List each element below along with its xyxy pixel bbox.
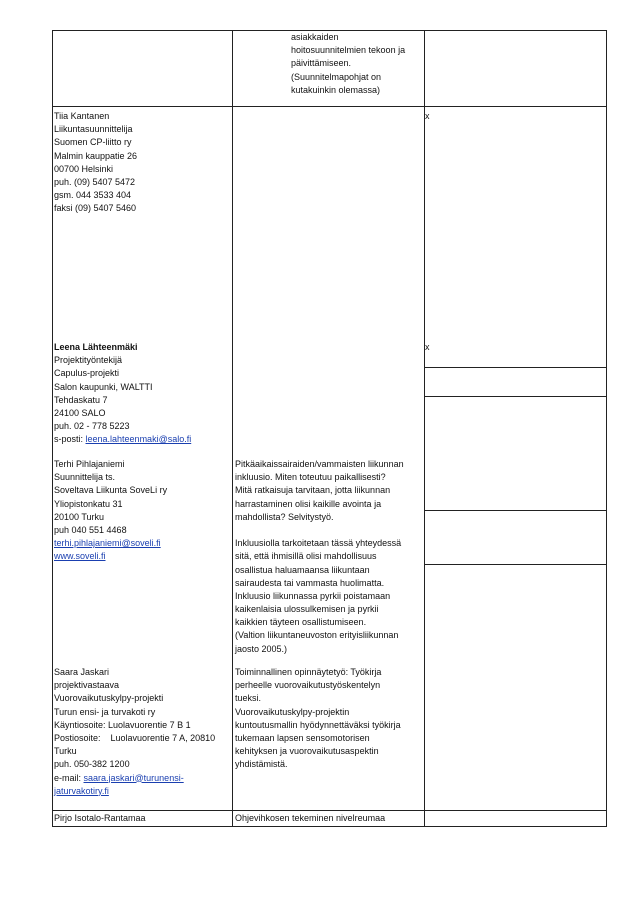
contact-tiia-kantanen [54,110,137,216]
topic-workbook [235,666,401,772]
text-line: tueksi. [235,693,262,704]
column-divider-2 [424,30,425,827]
contact-fax: faksi (09) 5407 5460 [54,203,137,214]
text-line: hoitosuunnitelmien tekoon ja [291,45,406,56]
website-link[interactable]: www.soveli.fi [54,551,106,562]
text-line: asiakkaiden [291,32,339,42]
row1-description [291,31,405,97]
text-line: Ohjevihkosen tekeminen nivelreumaa [235,813,386,823]
email-link[interactable]: terhi.pihlajaniemi@soveli.fi [54,538,161,549]
contact-name: Pirjo Isotalo-Rantamaa [54,813,146,823]
topic-inclusion [235,458,404,656]
row-divider-2 [52,810,607,811]
text-line: perheelle vuorovaikutustyöskentelyn [235,680,381,691]
contact-visit-address: Käyntiosoite: Luolavuorentie 7 B 1 [54,719,191,730]
text-line: kuntoutusmallin hyödynnettäväksi työkirja [235,719,401,730]
contact-pirjo-isotalo-rantamaa [54,812,146,825]
email-link[interactable]: saara.jaskari@turunensi- [83,772,184,783]
contact-title: projektivastaava [54,680,120,691]
text-line: kehityksen ja vuorovaikutusaspektin [235,746,379,757]
contact-name: Leena Lähteenmäki [54,342,138,352]
email-prefix: e-mail: [54,772,84,783]
checkbox-mark: x [425,111,430,121]
contact-email-line [54,772,215,785]
text-line: mahdollista? Selvitystyö. [235,511,334,522]
row-divider-mark-3 [424,510,607,511]
contact-name: Tiia Kantanen [54,111,110,121]
contact-leena-lahteenmaki [54,341,191,447]
text-line: Vuorovaikutuskylpy-projektin [235,706,350,717]
contact-street: Yliopistonkatu 31 [54,498,123,509]
contact-organization: Soveltava Liikunta SoveLi ry [54,485,168,496]
table-border-left [52,30,53,827]
text-line: jaosto 2005.) [235,643,288,654]
contact-city: Turku [54,746,77,757]
contact-email-line [54,433,191,446]
text-line: Inkluusiolla tarkoitetaan tässä yhteydessä [235,538,402,549]
contact-title: Liikuntasuunnittelija [54,124,133,135]
contact-project: Capulus-projekti [54,368,120,379]
row-divider-mark-1 [424,367,607,368]
contact-organization: Turun ensi- ja turvakoti ry [54,706,156,717]
text-line: kaikenlaisia ulossulkemisen ja pyrkii [235,604,379,615]
contact-title: Suunnittelija ts. [54,472,116,483]
contact-name: Terhi Pihlajaniemi [54,459,125,469]
row-divider-1 [52,106,607,107]
text-line: Inkluusio liikunnassa pyrkii poistamaan [235,590,391,601]
contact-phone: puh 040 551 4468 [54,524,127,535]
contact-organization: Suomen CP-liitto ry [54,137,132,148]
table-border-bottom [52,826,607,827]
paragraph-gap [235,524,404,537]
email-link[interactable]: leena.lahteenmaki@salo.fi [85,434,192,445]
contact-mobile: gsm. 044 3533 404 [54,190,132,201]
contact-city: 24100 SALO [54,407,106,418]
contact-street: Malmin kauppatie 26 [54,150,138,161]
topic-booklet [235,812,385,825]
email-link-continued[interactable]: jaturvakotiry.fi [54,785,109,796]
text-line: päivittämiseen. [291,58,352,69]
column-divider-1 [232,30,233,827]
text-line: tukemaan lapsen sensomotorisen [235,732,370,743]
contact-saara-jaskari [54,666,215,798]
text-line: kaikkien täyteen osallistumiseen. [235,617,367,628]
contact-street: Tehdaskatu 7 [54,394,108,405]
contact-project: Vuorovaikutuskylpy-projekti [54,693,164,704]
text-line: (Valtion liikuntaneuvoston erityisliikunnan [235,630,399,641]
email-prefix: s-posti: [54,434,86,445]
contact-name: Saara Jaskari [54,667,110,677]
text-line: kutakuinkin olemassa) [291,84,381,95]
text-line: sitä, että ihmisillä olisi mahdollisuus [235,551,377,562]
contact-terhi-pihlajaniemi [54,458,167,564]
text-line: osallistua haluamaansa liikuntaan [235,564,370,575]
text-line: Pitkäaikaissairaiden/vammaisten liikunnan [235,459,404,469]
row-divider-mark-4 [424,564,607,565]
text-line: harrastaminen olisi kaikille avointa ja [235,498,382,509]
contact-city: 20100 Turku [54,511,105,522]
contact-phone: puh. (09) 5407 5472 [54,176,136,187]
table-border-right [606,30,607,827]
contact-postal-address: Postiosoite: Luolavuorentie 7 A, 20810 [54,732,216,743]
contact-phone: puh. 050-382 1200 [54,759,130,770]
row-divider-mark-2 [424,396,607,397]
text-line: yhdistämistä. [235,759,288,770]
text-line: Toiminnallinen opinnäytetyö: Työkirja [235,667,382,677]
contact-organization: Salon kaupunki, WALTTI [54,381,153,392]
contact-title: Projektityöntekijä [54,355,123,366]
text-line: Mitä ratkaisuja tarvitaan, jotta liikunnan [235,485,391,496]
text-line: inkluusio. Miten toteutuu paikallisesti? [235,472,386,483]
text-line: (Suunnitelmapohjat on [291,71,382,82]
checkbox-mark: x [425,342,430,352]
contact-city: 00700 Helsinki [54,163,114,174]
text-line: sairaudesta tai vammasta huolimatta. [235,577,385,588]
contact-phone: puh. 02 - 778 5223 [54,421,130,432]
